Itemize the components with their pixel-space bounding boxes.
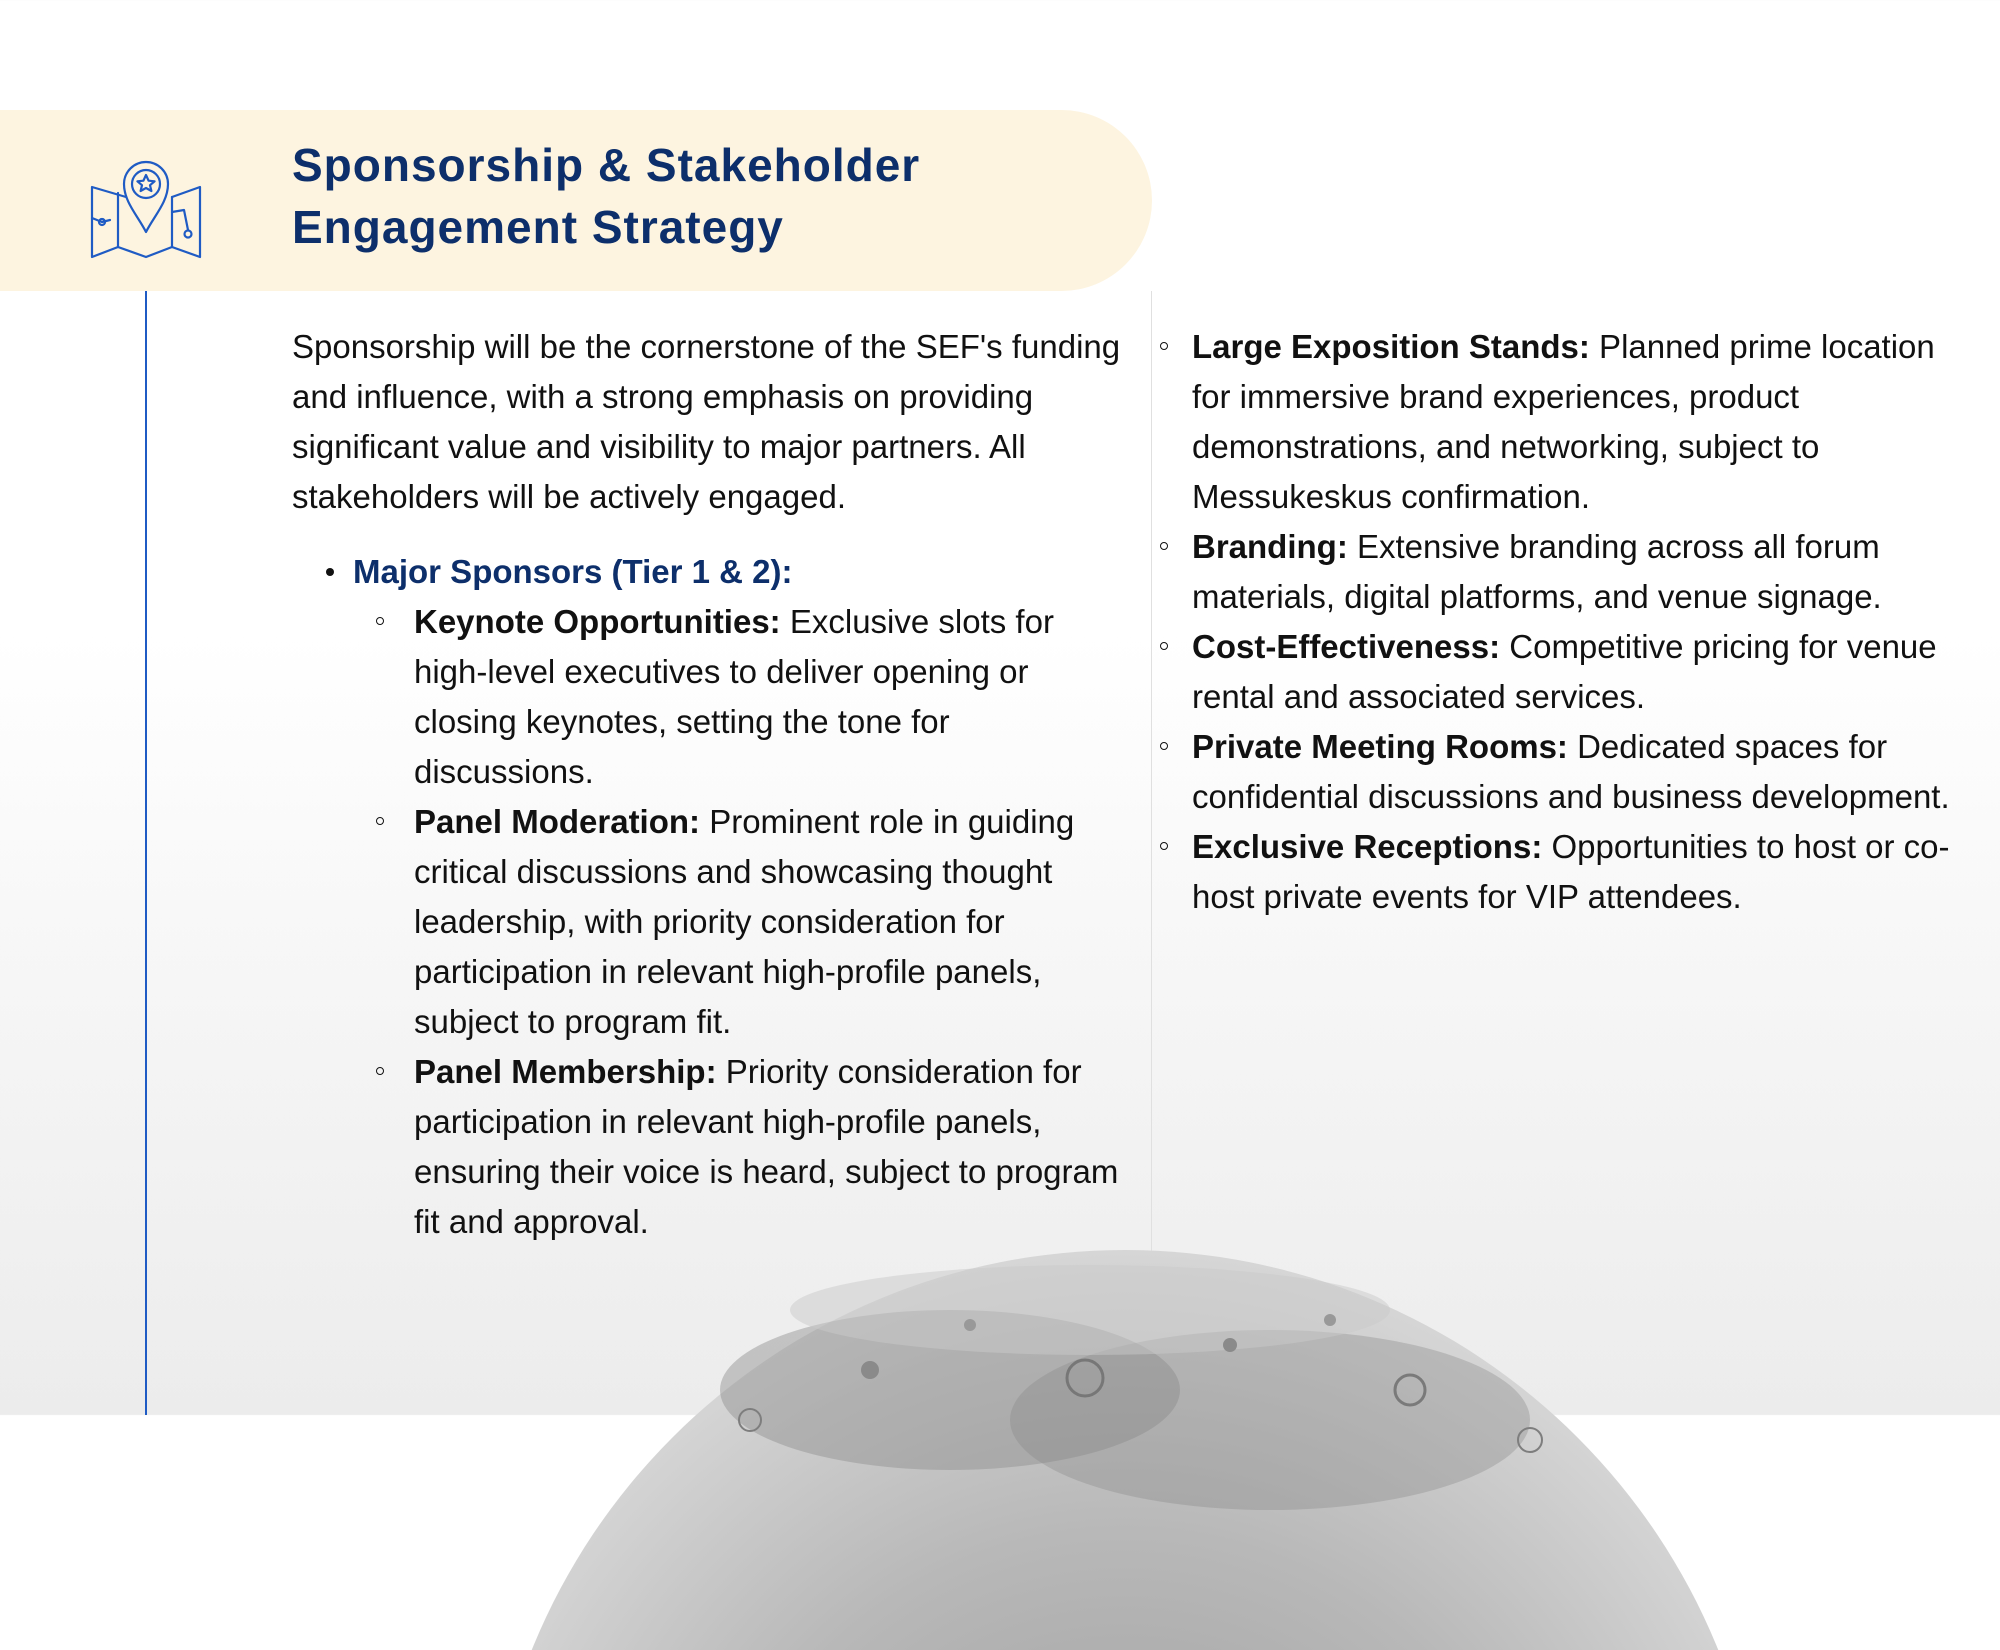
benefit-desc: Exclusive slots for high-level executives to deliver opening or closing keynotes, setting the tone for discussions. [414,603,1054,790]
page-title [292,134,1112,258]
benefit-item-panel-moderation [353,797,1122,1047]
benefit-term: Keynote Opportunities: [414,603,781,640]
benefit-term: Large Exposition Stands: [1192,328,1590,365]
benefit-desc: Extensive branding across all forum materials, digital platforms, and venue signage. [1192,528,1882,615]
accent-vertical-line [145,291,147,1415]
intro-paragraph: Sponsorship will be the cornerstone of the SEF's funding and influence, with a strong emphasis on providing significant value and visibility to major partners. All stakeholders will be actively engaged. [292,328,1121,515]
benefit-term: Cost-Effectiveness: [1192,628,1501,665]
benefit-desc: Priority consideration for participation in relevant high-profile panels, ensuring their voice is heard, subject to program fit and approval. [414,1053,1119,1240]
benefit-desc: Competitive pricing for venue rental and associated services. [1192,628,1937,715]
right-column [1160,322,1970,922]
bullet-circle-icon [376,1067,384,1075]
benefit-desc: Planned prime location for immersive brand experiences, product demonstrations, and networking, subject to Messukeskus confirmation. [1192,328,1935,515]
benefit-term: Exclusive Receptions: [1192,828,1543,865]
title-line-1: Sponsorship & Stakeholder [292,139,921,191]
benefit-item-keynote [353,597,1122,797]
bullet-circle-icon [1160,642,1168,650]
bullet-circle-icon [1160,342,1168,350]
tier-heading: Major Sponsors (Tier 1 & 2): [353,553,793,590]
benefit-item-cost-effectiveness [1160,622,1970,722]
moon-surface-image [450,1250,1800,1650]
benefit-item-exposition-stands [1160,322,1970,522]
benefit-desc: Prominent role in guiding critical discussions and showcasing thought leadership, with priority consideration for participation in relevant high-profile panels, subject to program fit. [414,803,1075,1040]
benefit-item-branding [1160,522,1970,622]
benefit-term: Panel Moderation: [414,803,701,840]
benefit-term: Private Meeting Rooms: [1192,728,1568,765]
benefit-term: Branding: [1192,528,1348,565]
bullet-circle-icon [1160,542,1168,550]
benefit-list-continued [1160,322,1970,922]
benefit-desc: Dedicated spaces for confidential discussions and business development. [1192,728,1950,815]
bullet-circle-icon [1160,842,1168,850]
benefit-desc: Opportunities to host or co-host private events for VIP attendees. [1192,828,1950,915]
benefit-list [353,597,1122,1247]
benefit-item-private-meeting-rooms [1160,722,1970,822]
bullet-disc-icon [326,568,334,576]
tier-list-item [292,547,1122,1247]
bullet-circle-icon [1160,742,1168,750]
title-line-2: Engagement Strategy [292,201,784,253]
column-divider [1151,291,1152,1251]
benefit-item-panel-membership [353,1047,1122,1247]
bullet-circle-icon [376,617,384,625]
bullet-circle-icon [376,817,384,825]
sponsor-tier-list [292,547,1122,1247]
benefit-term: Panel Membership: [414,1053,717,1090]
benefit-item-exclusive-receptions [1160,822,1970,922]
left-column [292,322,1122,1247]
map-pin-star-icon [88,140,204,262]
